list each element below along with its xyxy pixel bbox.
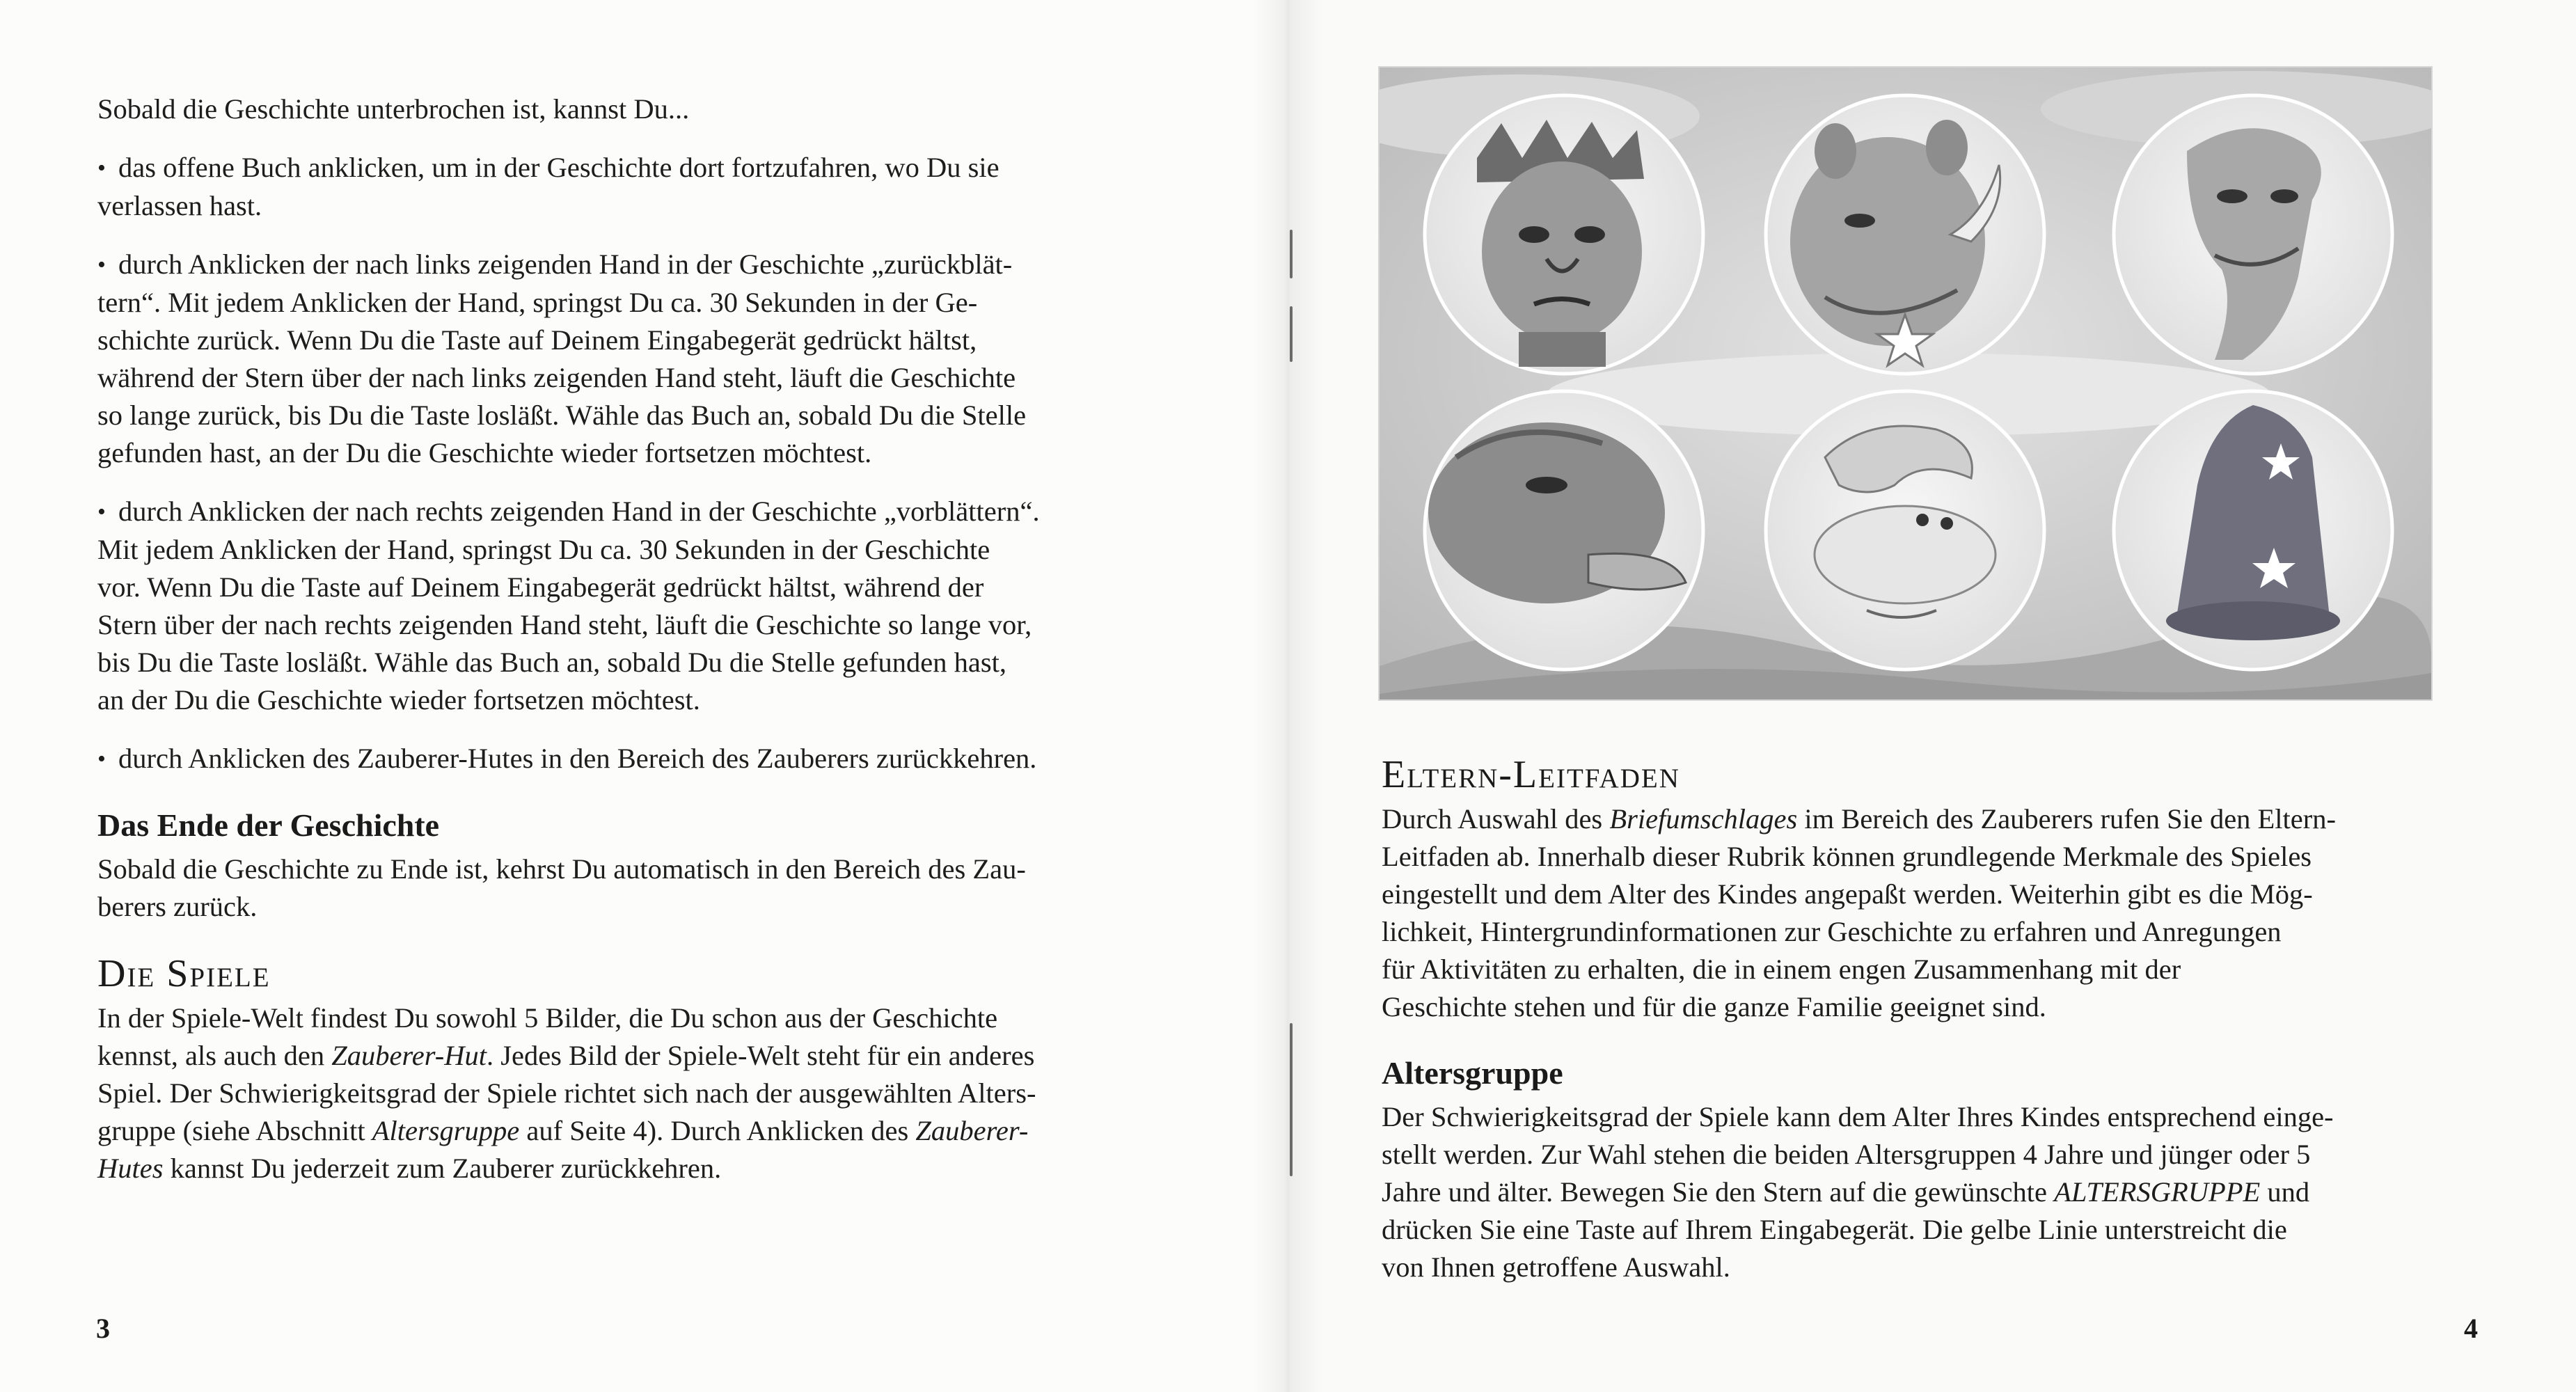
heading-games: Die Spiele — [97, 952, 271, 995]
heading-story-end: Das Ende der Geschichte — [97, 807, 440, 843]
game-world-scene — [1380, 68, 2431, 699]
bullet-rewind-hand: • durch Anklicken der nach links zeigenden Hand in der Geschichte „zurückblät- tern“. Mit jedem Anklicken der Hand, springst Du ca. 30 Sekunden in der Ge- schichte zurück. Wenn Du die Taste auf Deinem Eingabegerät gedrückt hältst, während der Stern über der nach links zeigenden Hand steht, läuft die Geschichte so lange zurück, bis Du die Taste losläßt. Wähle das Buch an, sobald Du die Stelle gefunden hast, an der Du die Geschichte wieder fortsetzen möchtest. — [97, 246, 1204, 472]
page-number-left: 3 — [96, 1313, 110, 1344]
troll-face-icon — [1425, 95, 1703, 374]
cloud-creature-icon — [1766, 391, 2044, 670]
wizard-hat-icon — [2114, 391, 2392, 670]
bullet-open-book: • das offene Buch anklicken, um in der Geschichte dort fortzufahren, wo Du sie verlassen hast. — [97, 149, 1204, 225]
story-end-paragraph: Sobald die Geschichte zu Ende ist, kehrst Du automatisch in den Bereich des Zau- berers zurück. — [97, 853, 1026, 922]
sea-serpent-icon — [2114, 95, 2392, 374]
game-world-illustration — [1378, 66, 2433, 701]
heading-age-group: Altersgruppe — [1382, 1055, 1563, 1091]
left-text-column — [97, 90, 1204, 1187]
heading-parents-guide: Eltern-Leitfaden — [1382, 753, 1680, 796]
binding-staple — [1290, 306, 1293, 362]
bullet-wizard-hat: • durch Anklicken des Zauberer-Hutes in den Bereich des Zauberers zurückkehren. — [97, 740, 1204, 778]
bullet-forward-hand: • durch Anklicken der nach rechts zeigenden Hand in der Geschichte „vorblättern“. Mit jedem Anklicken der Hand, springst Du ca. 30 Sekunden in der Geschichte vor. Wenn Du die Taste auf Deinem Eingabegerät gedrückt hältst, während der Stern über der nach rechts zeigenden Hand steht, läuft die Geschichte so lange vor, bis Du die Taste losläßt. Wähle das Buch an, sobald Du die Stelle gefunden hast, an der Du die Geschichte wieder fortsetzen möchtest. — [97, 493, 1204, 719]
page-number-right: 4 — [2464, 1313, 2478, 1344]
intro-line: Sobald die Geschichte unterbrochen ist, kannst Du... — [97, 93, 690, 125]
right-text-column — [1382, 752, 2478, 1286]
binding-staple — [1290, 230, 1293, 278]
games-paragraph: In der Spiele-Welt findest Du sowohl 5 Bilder, die Du schon aus der Geschichte kennst, als auch den Zauberer-Hut. Jedes Bild der Spiele-Welt steht für ein anderes Spiel. Der Schwierigkeitsgrad der Spiele richtet sich nach der ausgewählten Alters- gruppe (siehe Abschnitt Altersgruppe auf Seite 4). Durch Anklicken des Zauberer- Hutes kannst Du jederzeit zum Zauberer zurückkehren. — [97, 1002, 1036, 1184]
page-gutter — [1253, 0, 1322, 1392]
age-group-paragraph: Der Schwierigkeitsgrad der Spiele kann dem Alter Ihres Kindes entsprechend einge- stellt werden. Zur Wahl stehen die beiden Altersgruppen 4 Jahre und jünger oder 5 Jahre und älter. Bewegen Sie den Stern auf die gewünschte ALTERSGRUPPE und drücken Sie eine Taste auf Ihrem Eingabegerät. Die gelbe Linie unterstreicht die von Ihnen getroffene Auswahl. — [1382, 1101, 2334, 1283]
parents-guide-paragraph: Durch Auswahl des Briefumschlages im Bereich des Zauberers rufen Sie den Eltern- Leitfaden ab. Innerhalb dieser Rubrik können grundlegende Merkmale des Spieles eingestellt und dem Alter des Kindes angepaßt werden. Weiterhin gibt es die Mög- lichkeit, Hintergrundinformationen zur Geschichte zu erfahren und Anregungen für Aktivitäten zu erhalten, die in einem engen Zusammenhang mit der Geschichte stehen und für die ganze Familie geeignet sind. — [1382, 803, 2336, 1022]
binding-staple — [1290, 1023, 1293, 1176]
ape-beast-icon — [1425, 391, 1703, 670]
